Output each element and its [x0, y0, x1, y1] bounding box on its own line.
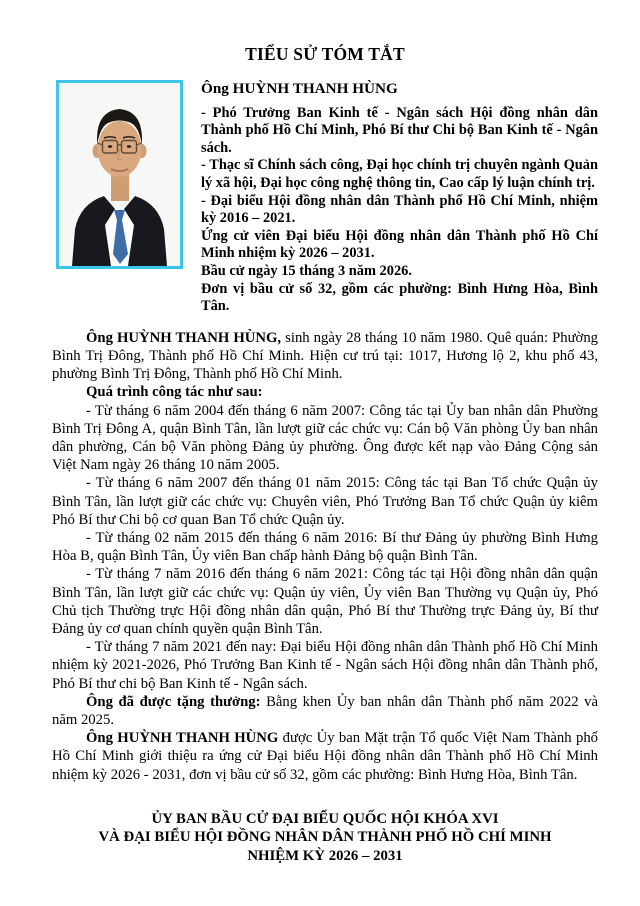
document-title: TIỂU SỬ TÓM TẮT	[245, 44, 405, 64]
career-item-2016-2021: - Từ tháng 7 năm 2016 đến tháng 6 năm 2021: Công tác tại Hội đồng nhân dân quận Bình Tân, lần lượt giữ các chức vụ: Quận ủy viên, Ủy viên Ban Thường vụ Quận ủy, Phó Chủ tịch Thường trực Hội đồng nhân dân quận, Phó Bí thư Thường trực Đảng ủy, Bí thư Đảng ủy cơ quan chính quyền quận Bình Tân.	[52, 566, 598, 637]
summary-item-delegate: - Đại biểu Hội đồng nhân dân Thành phố Hồ Chí Minh, nhiệm kỳ 2016 – 2021.	[201, 192, 598, 227]
awards-paragraph: Ông đã được tặng thưởng: Bằng khen Ủy ban nhân dân Thành phố năm 2022 và năm 2025.	[52, 693, 598, 728]
candidate-name-heading: Ông HUỲNH THANH HÙNG	[201, 80, 398, 97]
summary-item-candidacy: Ứng cử viên Đại biểu Hội đồng nhân dân Thành phố Hồ Chí Minh nhiệm kỳ 2026 – 2031.	[201, 227, 598, 262]
profile-header	[52, 80, 598, 316]
footer-line-2: VÀ ĐẠI BIỂU HỘI ĐỒNG NHÂN DÂN THÀNH PHỐ HỒ CHÍ MINH	[98, 829, 552, 846]
profile-summary	[201, 80, 598, 316]
portrait-photo-image	[59, 83, 180, 266]
portrait-photo-frame	[56, 80, 183, 269]
summary-item-election-unit: Đơn vị bầu cử số 32, gồm các phường: Bình Hưng Hòa, Bình Tân.	[201, 280, 598, 315]
footer-line-3: NHIỆM KỲ 2026 – 2031	[247, 847, 403, 864]
career-item-2004-2007: - Từ tháng 6 năm 2004 đến tháng 6 năm 2007: Công tác tại Ủy ban nhân dân Phường Bình Trị Đông A, quận Bình Tân, lần lượt giữ các chức vụ: Cán bộ Văn phòng Ủy ban nhân dân phường, Cán bộ Văn phòng Đảng ủy phường. Ông được kết nạp vào Đảng Cộng sản Việt Nam ngày 26 tháng 10 năm 2005.	[52, 402, 598, 474]
bio-paragraph-birth: Ông HUỲNH THANH HÙNG, sinh ngày 28 tháng 10 năm 1980. Quê quán: Phường Bình Trị Đông, Thành phố Hồ Chí Minh. Hiện cư trú tại: 1017, Hương lộ 2, khu phố 43, phường Bình Trị Đông, Thành phố Hồ Chí Minh.	[52, 329, 599, 383]
career-item-2021-now: - Từ tháng 7 năm 2021 đến nay: Đại biểu Hội đồng nhân dân Thành phố Hồ Chí Minh nhiệm kỳ 2021-2026, Phó Trưởng Ban Kinh tế - Ngân sách Hội đồng nhân dân Thành phố, Phó Bí thư chi bộ Ban Kinh tế - Ngân sách.	[52, 639, 598, 692]
career-item-2007-2015: - Từ tháng 6 năm 2007 đến tháng 01 năm 2015: Công tác tại Ban Tổ chức Quận ủy Bình Tân, lần lượt giữ các chức vụ: Chuyên viên, Phó Trưởng Ban Tổ chức Quận ủy kiêm Phó Bí thư Chi bộ cơ quan Ban Tổ chức Quận ủy.	[52, 475, 598, 528]
career-item-2015-2016: - Từ tháng 02 năm 2015 đến tháng 6 năm 2016: Bí thư Đảng ủy phường Bình Hưng Hòa B, quận Bình Tân, Ủy viên Ban chấp hành Đảng bộ quận Bình Tân.	[52, 529, 598, 565]
career-heading: Quá trình công tác như sau:	[86, 384, 263, 401]
footer-line-1: ỦY BAN BẦU CỬ ĐẠI BIỂU QUỐC HỘI KHÓA XVI	[151, 810, 499, 827]
summary-item-position: - Phó Trưởng Ban Kinh tế - Ngân sách Hội đồng nhân dân Thành phố Hồ Chí Minh, Phó Bí thư Chi bộ Ban Kinh tế - Ngân sách.	[201, 104, 598, 156]
election-committee-footer	[52, 810, 598, 866]
summary-item-election-date: Bầu cử ngày 15 tháng 3 năm 2026.	[201, 262, 412, 279]
biography-body	[52, 329, 598, 784]
summary-item-education: - Thạc sĩ Chính sách công, Đại học chính trị chuyên ngành Quản lý xã hội, Đại học công nghệ thông tin, Cao cấp lý luận chính trị.	[201, 157, 598, 191]
nomination-paragraph: Ông HUỲNH THANH HÙNG được Ủy ban Mặt trận Tổ quốc Việt Nam Thành phố Hồ Chí Minh giới thiệu ra ứng cử Đại biểu Hội đồng nhân dân Thành phố Hồ Chí Minh nhiệm kỳ 2026 - 2031, đơn vị bầu cử số 32, gồm các phường: Bình Hưng Hòa, Bình Tân.	[52, 730, 599, 783]
